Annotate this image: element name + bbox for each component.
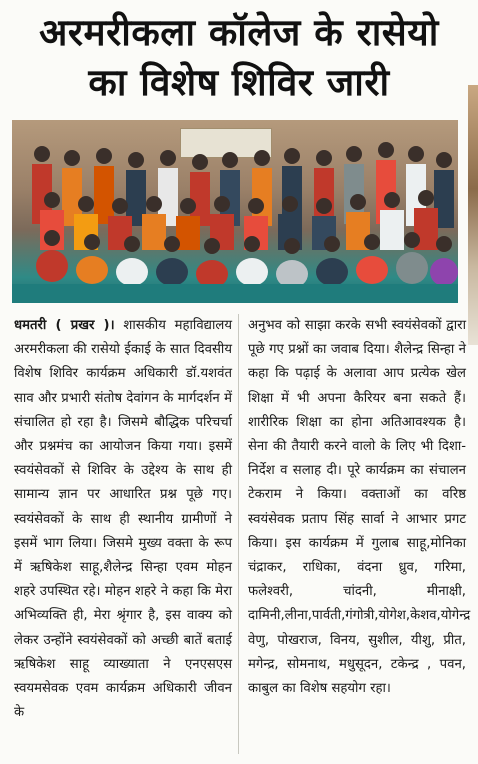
headline-line-1: अरमरीकला कॉलेज के रासेयो <box>39 11 439 54</box>
article-text-col-1: शासकीय महाविद्यालय अरमरीकला की रासेयो ईकाई के सात दिवसीय विशेष शिविर कार्यक्रम अधिकारी डॉ.यशवंत साव और प्रभारी संतोष देवांगन के मार्गदर्शन में संचालित हो रहा है। जिसमे बौद्धिक परिचर्चा और प्रश्नमंच का आयोजन किया गया। इसमें स्वयंसेवकों से शिविर के उद्देश्य के साथ ही सामान्य ज्ञान पर आधारित प्रश्न पूछे गए। स्वयंसेवकों के साथ ही स्थानीय ग्रामीणों ने इसमें भाग लिया। जिसमे मुख्य वक्ता के रूप में ऋषिकेश साहू,शैलेन्द्र सिन्हा एवम मोहन शहरे उपस्थित रहे। मोहन शहरे ने कहा कि मेरा अभिव्यक्ति ही, मेरा श्रृंगार है, इस वाक्य को लेकर उन्होंने स्वयंसेवकों को अच्छी बातें बताई ऋषिकेश साहू व्याख्याता ने एनएसएस स्वयमसेवक एवम कार्यक्रम अधिकारी जीवन के <box>14 318 232 721</box>
group-photo <box>12 120 458 303</box>
headline-line-2: का विशेष शिविर जारी <box>88 61 390 104</box>
dateline: धमतरी ( प्रखर )। <box>14 318 115 333</box>
headline <box>10 8 468 108</box>
article-column-1 <box>14 314 232 725</box>
article-column-2 <box>248 314 471 701</box>
group-photo-people <box>12 120 458 303</box>
adjacent-page-edge <box>468 85 478 345</box>
article-text-col-2: अनुभव को साझा करके सभी स्वयंसेवकों द्वारा पूछे गए प्रश्नों का जवाब दिया। शैलेन्द्र सिन्हा ने कहा कि पढ़ाई के अलावा आप प्रत्येक खेल शिक्षा में भी अपना कैरियर बना सकते हैं। शारीरिक शिक्षा का होना अतिआवश्यक है। सेना की तैयारी करने वालो के लिए भी दिशा-निर्देश व सलाह दी। पूरे कार्यक्रम का संचालन टेकराम ने किया। वक्ताओं का वरिष्ठ स्वयंसेवक प्रताप सिंह सार्वा ने आभार प्रगट किया। इस कार्यक्रम में गुलाब साहू,मोनिका चंद्राकर, राधिका, वंदना ध्रुव, गरिमा, फलेश्वरी, चांदनी, मीनाक्षी, दामिनी,लीना,पार्वती,गंगोत्री,योगेश,केशव,योगेन्द्र वेणु, पोखराज, विनय, सुशील, यीशु, प्रीत, मगेन्द्र, सोमनाथ, मधुसूदन, टकेन्द्र , पवन, काबुल का विशेष सहयोग रहा। <box>248 318 471 697</box>
column-divider <box>238 314 239 754</box>
